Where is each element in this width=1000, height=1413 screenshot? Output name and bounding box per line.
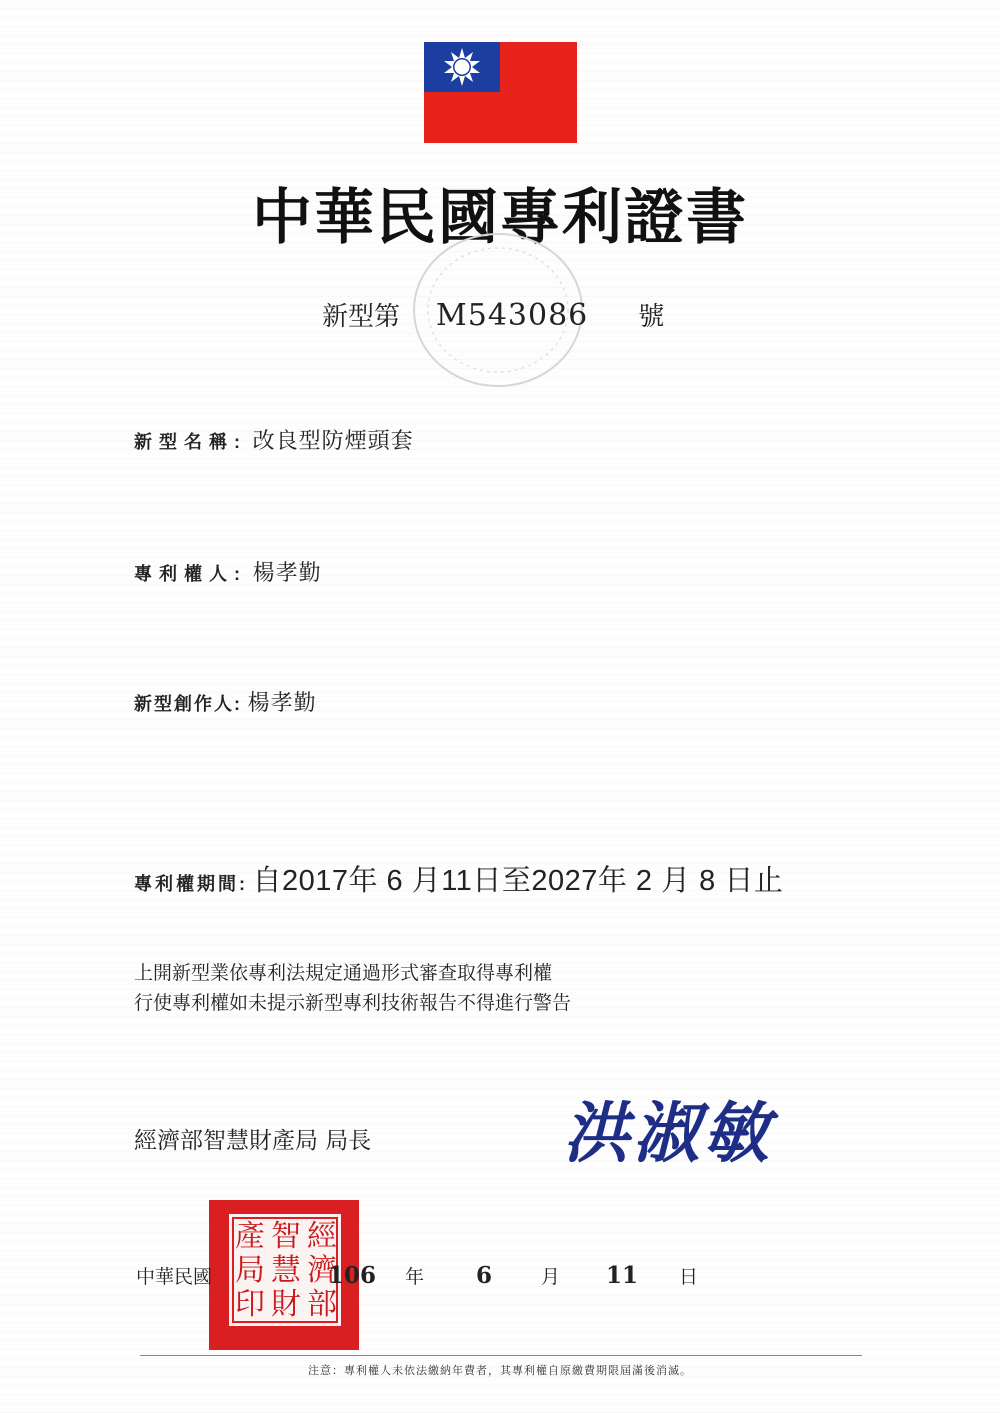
issuer-title: 經濟部智慧財產局 局長	[134, 1128, 372, 1154]
svg-text:經: 經	[307, 1219, 337, 1254]
patentee-row	[134, 556, 322, 587]
svg-text:產: 產	[235, 1219, 265, 1254]
patent-period-label: 專利權期間:	[134, 874, 248, 894]
issue-date-month: 6	[476, 1262, 493, 1289]
svg-text:財: 財	[271, 1287, 301, 1322]
number-suffix: 號	[638, 302, 665, 332]
issue-date-day-unit: 日	[679, 1266, 699, 1288]
director-signature	[555, 1090, 800, 1170]
patentee-value: 楊孝勤	[252, 561, 322, 586]
issue-date-day: 11	[606, 1262, 639, 1289]
svg-text:濟: 濟	[307, 1253, 337, 1288]
svg-text:局: 局	[235, 1253, 265, 1288]
certificate-title: 中華民國專利證書	[252, 183, 748, 253]
footer-divider	[140, 1355, 862, 1356]
creator-label: 新型創作人:	[134, 694, 242, 714]
svg-text:智: 智	[271, 1219, 301, 1254]
svg-text:洪淑敏: 洪淑敏	[563, 1094, 773, 1170]
issue-date-era: 中華民國	[136, 1266, 213, 1288]
creator-row	[134, 686, 317, 717]
patentee-label: 專利權人:	[134, 564, 247, 584]
patent-number: M543086	[436, 298, 589, 333]
note-line-1: 上開新型業依專利法規定通過形式審查取得專利權	[134, 962, 553, 984]
svg-text:慧: 慧	[271, 1253, 301, 1288]
flag-image	[424, 42, 577, 143]
utility-model-name-value: 改良型防煙頭套	[252, 429, 414, 454]
utility-model-name-row	[134, 424, 414, 455]
issue-date-year-unit: 年	[405, 1266, 425, 1288]
svg-text:部: 部	[307, 1287, 337, 1322]
patent-period-row	[134, 858, 783, 899]
utility-model-name-label: 新型名稱:	[134, 432, 247, 452]
issue-date-year: 106	[328, 1262, 377, 1289]
number-prefix: 新型第	[322, 302, 401, 332]
creator-value: 楊孝勤	[247, 691, 317, 716]
issue-date-month-unit: 月	[541, 1266, 561, 1288]
patent-period-value: 自2017年 6 月11日至2027年 2 月 8 日止	[252, 865, 784, 897]
svg-text:印: 印	[235, 1287, 265, 1322]
note-line-2: 行使專利權如未提示新型專利技術報告不得進行警告	[134, 992, 572, 1014]
certificate-number-line	[322, 296, 664, 333]
footer-note: 注意：專利權人未依法繳納年費者，其專利權自原繳費期限屆滿後消滅。	[308, 1364, 692, 1377]
